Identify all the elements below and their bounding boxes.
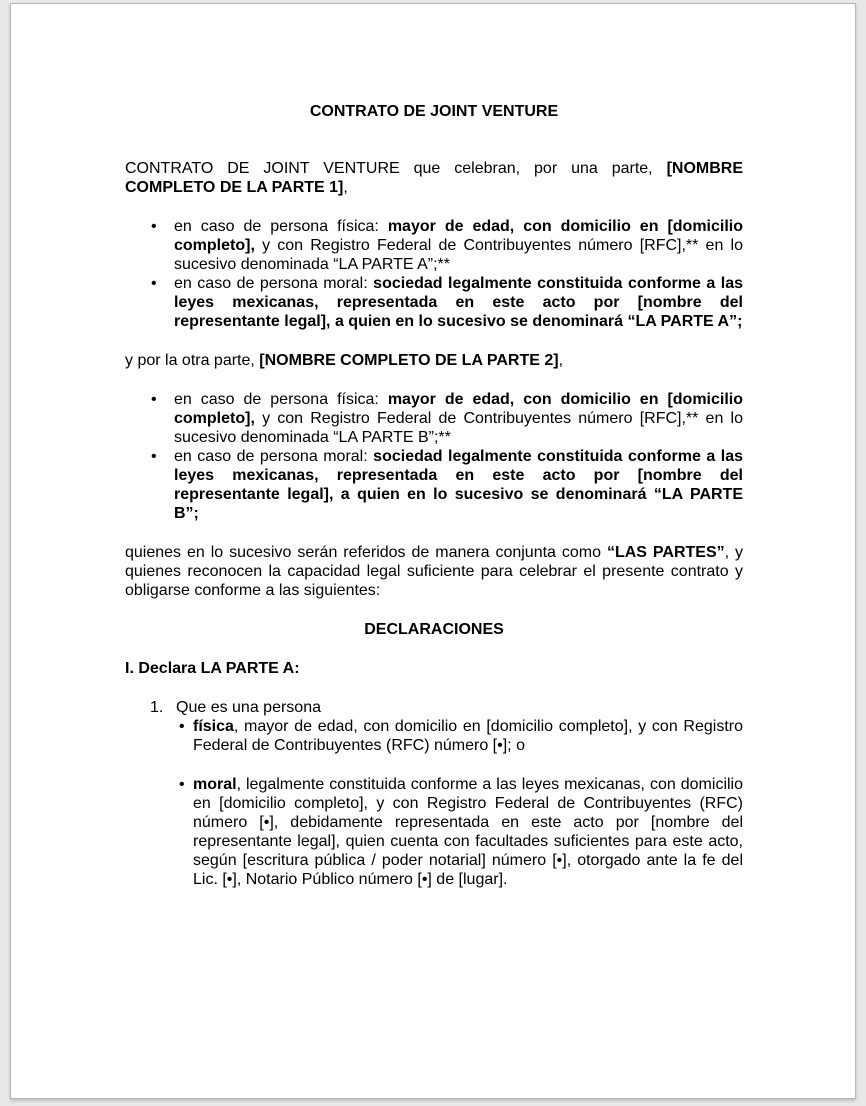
bullet-marker: • <box>179 776 185 793</box>
intro-paragraph-party-2: y por la otra parte, [NOMBRE COMPLETO DE LA PARTE 2], <box>125 352 564 369</box>
party-b-bullet-list <box>125 390 743 523</box>
list-item-text: moral, legalmente constituida conforme a las leyes mexicanas, con domicilio en [domicilio completo], y con Registro Federal de Contribuyentes (RFC) número [•], debidamente representada en este acto por [nombre del representante legal], quien cuenta con facultades suficientes para este acto, según [escritura pública / poder notarial] número [•], otorgado ante la fe del Lic. [•], Notario Público número [•] de [lugar]. <box>193 776 743 888</box>
persona-type-bullet-list <box>125 717 743 889</box>
list-item <box>125 447 743 523</box>
intro-paragraph-party-1: CONTRATO DE JOINT VENTURE que celebran, por una parte, [NOMBRE COMPLETO DE LA PARTE 1], <box>125 160 743 196</box>
party-a-bullet-list <box>125 217 743 331</box>
list-item <box>125 775 743 889</box>
list-item <box>125 390 743 447</box>
bullet-marker: • <box>151 218 157 235</box>
document-content <box>11 4 855 889</box>
numbered-item-text: Que es una persona <box>176 699 321 716</box>
list-item-text: en caso de persona moral: sociedad legalmente constituida conforme a las leyes mexicanas, representada en este acto por [nombre del representante legal], a quien en lo sucesivo se denominará “LA PARTE B”; <box>174 448 744 522</box>
number-marker: 1. <box>150 699 164 716</box>
numbered-item-1 <box>125 698 743 717</box>
list-item-text: en caso de persona física: mayor de edad, con domicilio en [domicilio completo], y con Registro Federal de Contribuyentes número [RFC],** en lo sucesivo denominada “LA PARTE A”;** <box>174 218 743 273</box>
document-page <box>10 3 856 1099</box>
list-item-text: en caso de persona moral: sociedad legalmente constituida conforme a las leyes mexicanas, representada en este acto por [nombre del representante legal], a quien en lo sucesivo se denominará “LA PARTE A”; <box>174 275 744 330</box>
bullet-marker: • <box>151 448 157 465</box>
list-item <box>125 274 743 331</box>
list-item-text: en caso de persona física: mayor de edad, con domicilio en [domicilio completo], y con Registro Federal de Contribuyentes número [RFC],** en lo sucesivo denominada “LA PARTE B”;** <box>174 391 743 446</box>
bullet-marker: • <box>151 275 157 292</box>
joint-parties-paragraph: quienes en lo sucesivo serán referidos de manera conjunta como “LAS PARTES”, y quienes reconocen la capacidad legal suficiente para celebrar el presente contrato y obligarse conforme a las siguientes: <box>125 544 744 599</box>
declaraciones-heading: DECLARACIONES <box>364 621 504 638</box>
list-item <box>125 717 743 755</box>
bullet-marker: • <box>151 391 157 408</box>
list-item-text: física, mayor de edad, con domicilio en [domicilio completo], y con Registro Federal de Contribuyentes (RFC) número [•]; o <box>193 718 743 754</box>
list-item <box>125 217 743 274</box>
declara-parte-a-heading: I. Declara LA PARTE A: <box>125 660 300 677</box>
document-title: CONTRATO DE JOINT VENTURE <box>309 103 559 120</box>
bullet-marker: • <box>179 718 185 735</box>
